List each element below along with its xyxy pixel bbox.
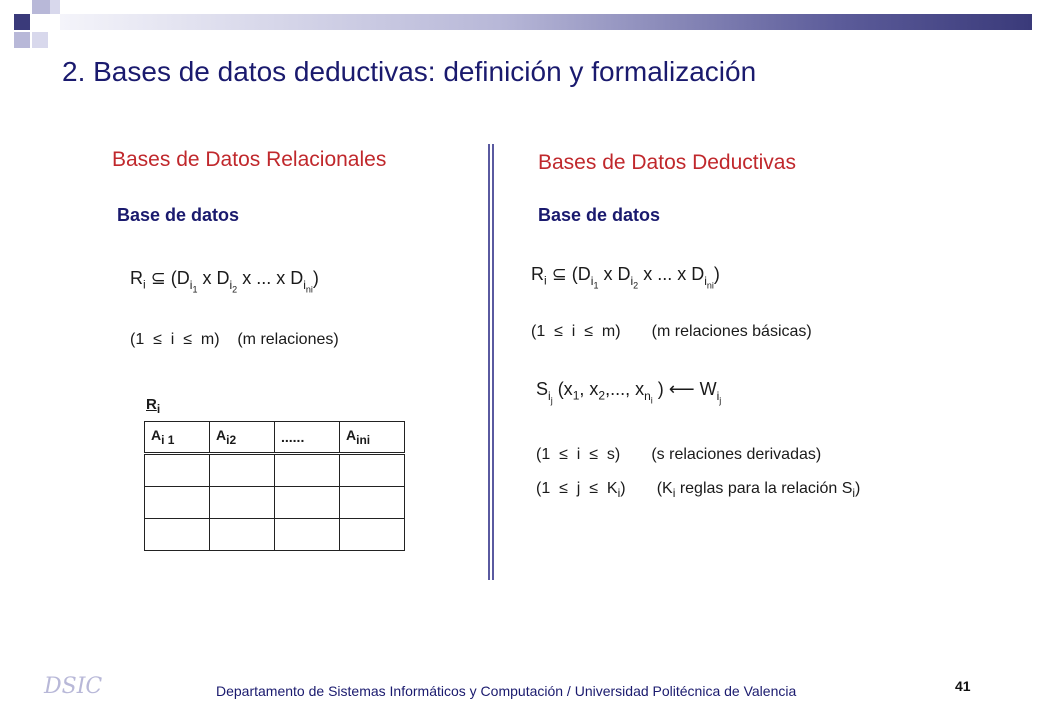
relation-table bbox=[144, 421, 405, 551]
table-row bbox=[145, 519, 405, 551]
table-row bbox=[145, 454, 405, 487]
page-number: 41 bbox=[955, 678, 971, 694]
relational-range: (1 ≤ i ≤ m) (m relaciones) bbox=[130, 331, 339, 348]
relational-subheading: Base de datos bbox=[117, 205, 240, 225]
header-square-4 bbox=[32, 32, 48, 48]
deductive-formula: $R_i$ ⊆ ($D_{i_1}$ x $D_{i_2}$ x ... x $D_{i_{ni}}$) bbox=[531, 264, 720, 290]
left-arrow-icon: ⟵ bbox=[668, 379, 695, 400]
table-row bbox=[145, 487, 405, 519]
table-header-cell: ...... bbox=[275, 422, 340, 454]
header-square-3 bbox=[14, 32, 30, 48]
header-square-1 bbox=[14, 14, 30, 30]
relation-table-label: $R_i$ bbox=[146, 396, 161, 416]
deductive-heading: Bases de Datos Deductivas bbox=[538, 151, 796, 174]
header-bar bbox=[60, 14, 1032, 30]
relational-formula: $R_i$ ⊆ ($D_{i_1}$ x $D_{i_2}$ x ... x $D_{i_{ni}}$) bbox=[130, 268, 319, 294]
header-square-5 bbox=[50, 0, 60, 14]
deductive-range: (1 ≤ i ≤ m) (m relaciones básicas) bbox=[531, 323, 812, 340]
rules-range: $(1 \le j \le K_i)$ ($K_i$ reglas para la relación $S_i$) bbox=[536, 480, 861, 501]
deductive-subheading: Base de datos bbox=[538, 205, 661, 225]
deduction-rule: $S_{i_j}$ ($x_1$, $x_2$,..., $x_{n_i}$ ) ⟵ $W_{i_j}$ bbox=[536, 379, 722, 405]
footer-text: Departamento de Sistemas Informáticos y Computación / Universidad Politécnica de Valencia bbox=[216, 683, 797, 699]
relational-heading: Bases de Datos Relacionales bbox=[112, 148, 387, 171]
table-header-cell: $A_{ini}$ bbox=[340, 422, 405, 454]
table-header-cell: $A_{i2}$ bbox=[210, 422, 275, 454]
dsic-logo: DSIC bbox=[44, 674, 103, 699]
column-divider bbox=[488, 144, 494, 580]
header-square-2 bbox=[32, 0, 50, 14]
derived-range: (1 ≤ i ≤ s) (s relaciones derivadas) bbox=[536, 446, 822, 463]
table-header-cell: $A_{i 1}$ bbox=[145, 422, 210, 454]
slide-title: 2. Bases de datos deductivas: definición y formalización bbox=[62, 56, 757, 87]
